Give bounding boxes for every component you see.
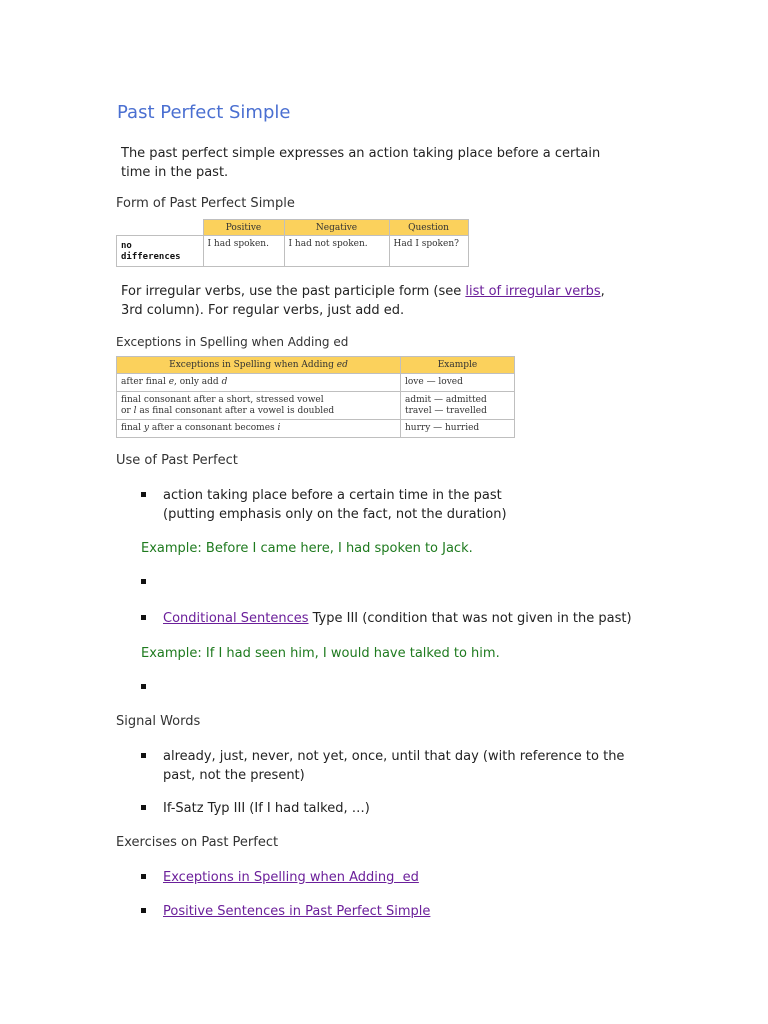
exercise-link-positive[interactable]: Positive Sentences in Past Perfect Simple	[163, 904, 431, 919]
intro-line-2: time in the past.	[121, 165, 229, 180]
form-table-corner	[117, 220, 204, 236]
r2-line-1: final consonant after a short, stressed vowel	[121, 394, 324, 405]
bullet-icon	[141, 492, 146, 497]
bullet-icon	[141, 874, 146, 879]
spelling-table-header-row	[117, 357, 515, 374]
r2-example-1: admit — admitted	[405, 394, 487, 405]
irregular-paragraph	[121, 282, 641, 320]
spelling-header-em: ed	[336, 360, 348, 370]
spelling-heading: Exceptions in Spelling when Adding ed	[116, 335, 349, 349]
irregular-line-2: 3rd column). For regular verbs, just add ed.	[121, 303, 405, 318]
r3-pre: final	[121, 423, 144, 433]
r2-or: or	[121, 405, 134, 416]
r2-example-2: travel — travelled	[405, 405, 487, 416]
spelling-table-header-rule	[117, 357, 401, 374]
form-table	[116, 219, 469, 267]
spelling-example-3: hurry — hurried	[401, 420, 515, 438]
bullet-icon	[141, 579, 146, 584]
signal-item-1-line-2: past, not the present)	[163, 768, 305, 783]
bullet-icon	[141, 805, 146, 810]
exercise-link-spelling[interactable]: Exceptions in Spelling when Adding ed	[163, 870, 419, 885]
form-table-header-question: Question	[389, 220, 468, 236]
exercises-heading: Exercises on Past Perfect	[116, 835, 279, 850]
form-table-cell-negative: I had not spoken.	[284, 236, 389, 267]
bullet-icon	[141, 684, 146, 689]
spelling-table-row	[117, 374, 515, 392]
spelling-table-header-example: Example	[401, 357, 515, 374]
signal-item-1-text	[163, 747, 624, 785]
intro-line-1: The past perfect simple expresses an action taking place before a certain	[121, 146, 601, 161]
form-table-row	[117, 236, 469, 267]
bullet-icon	[141, 908, 146, 913]
bullet-icon	[141, 615, 146, 620]
spelling-header-pre: Exceptions in Spelling when Adding	[169, 360, 337, 370]
use-item-3-rest: Type III (condition that was not given in the past)	[308, 611, 632, 626]
irregular-line-1	[121, 282, 641, 301]
form-heading: Form of Past Perfect Simple	[116, 196, 295, 211]
signal-item-2-text: If-Satz Typ III (If I had talked, …)	[163, 801, 370, 816]
r3-y: y	[143, 423, 149, 433]
r1-mid: , only add	[174, 377, 222, 387]
spelling-table-row	[117, 392, 515, 420]
irregular-pre-text: For irregular verbs, use the past participle form (see	[121, 284, 466, 299]
irregular-post-text: ,	[600, 284, 605, 299]
form-table-header-negative: Negative	[284, 220, 389, 236]
r2-l: l	[133, 405, 137, 416]
form-table-cell-question: Had I spoken?	[389, 236, 468, 267]
spelling-rule-3	[117, 420, 401, 438]
intro-paragraph	[121, 144, 641, 182]
spelling-table-row	[117, 420, 515, 438]
r1-d: d	[221, 377, 228, 387]
r3-mid: after a consonant becomes	[149, 423, 278, 433]
form-table-row-header	[117, 236, 204, 267]
r1-pre: after final	[121, 377, 169, 387]
use-item-3-text	[163, 609, 632, 628]
r2-line-2	[121, 406, 396, 417]
spelling-rule-1	[117, 374, 401, 392]
form-table-header-positive: Positive	[203, 220, 284, 236]
example-1: Example: Before I came here, I had spoken to Jack.	[141, 541, 473, 556]
example-2: Example: If I had seen him, I would have talked to him.	[141, 646, 500, 661]
form-table-header-row	[117, 220, 469, 236]
spelling-rule-2	[117, 392, 401, 420]
spelling-example-2	[401, 392, 515, 420]
row-header-line-1: no	[121, 241, 132, 251]
r3-i: i	[277, 423, 281, 433]
spelling-table	[116, 356, 515, 438]
exercise-link-2-wrap	[163, 902, 430, 921]
irregular-verbs-link[interactable]: list of irregular verbs	[465, 284, 601, 299]
signal-item-1-line-1: already, just, never, not yet, once, until that day (with reference to the	[163, 749, 625, 764]
use-heading: Use of Past Perfect	[116, 453, 238, 468]
page-title: Past Perfect Simple	[117, 102, 291, 123]
signal-heading: Signal Words	[116, 714, 201, 729]
use-item-1-line-1: action taking place before a certain time in the past	[163, 488, 502, 503]
conditional-sentences-link[interactable]: Conditional Sentences	[163, 611, 309, 626]
bullet-icon	[141, 753, 146, 758]
use-item-1-text	[163, 486, 507, 524]
use-item-1-line-2: (putting emphasis only on the fact, not the duration)	[163, 507, 507, 522]
r2-rest: as final consonant after a vowel is doubled	[136, 405, 335, 416]
form-table-cell-positive: I had spoken.	[203, 236, 284, 267]
exercise-link-1-wrap	[163, 868, 419, 887]
row-header-line-2: differences	[121, 252, 181, 262]
spelling-example-1: love — loved	[401, 374, 515, 392]
r1-e: e	[168, 377, 175, 387]
